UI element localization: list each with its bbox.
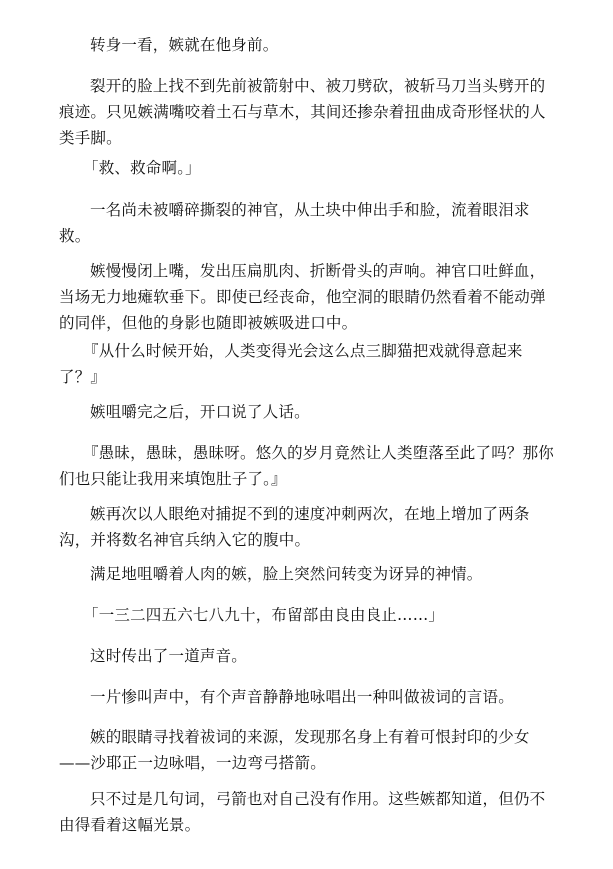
paragraph: 只不过是几句词，弓箭也对自己没有作用。这些嫉都知道，但仍不由得看着这幅光景。 (59, 790, 546, 834)
paragraph: 一名尚未被嚼碎撕裂的神官，从土块中伸出手和脸，流着眼泪求救。 (59, 201, 530, 245)
paragraph: 『愚昧，愚昧，愚昧呀。悠久的岁月竟然让人类堕落至此了吗？那你们也只能让我用来填饱肚子了。』 (59, 444, 555, 488)
paragraph: 嫉再次以人眼绝对捕捉不到的速度冲刺两次，在地上增加了两条沟，并将数名神官兵纳入它的腹中。 (59, 505, 530, 549)
paragraph: 这时传出了一道声音。 (90, 647, 248, 665)
paragraph: 嫉的眼睛寻找着祓词的来源，发现那名身上有着可恨封印的少女——沙耶正一边咏唱，一边弯弓搭箭。 (59, 728, 530, 772)
paragraph: 嫉咀嚼完之后，开口说了人话。 (90, 403, 310, 421)
paragraph: 裂开的脸上找不到先前被箭射中、被刀劈砍，被斩马刀当头劈开的痕迹。只见嫉满嘴咬着土石与草木，其间还掺杂着扭曲成奇形怪状的人类手脚。 (59, 77, 546, 147)
paragraph: 满足地咀嚼着人肉的嫉，脸上突然问转变为讶异的神情。 (90, 565, 483, 583)
paragraph: 「救、救命啊。」 (83, 159, 201, 177)
paragraph: 转身一看，嫉就在他身前。 (90, 36, 279, 54)
paragraph: 「一三二四五六七八九十，布留部由良由良止……」 (83, 606, 445, 624)
paragraph: 『从什么时候开始，人类变得光会这么点三脚猫把戏就得意起来了？』 (59, 342, 523, 386)
paragraph: 一片惨叫声中，有个声音静静地咏唱出一种叫做祓词的言语。 (90, 688, 514, 706)
paragraph: 嫉慢慢闭上嘴，发出压扁肌肉、折断骨头的声响。神官口吐鲜血，当场无力地瘫软垂下。即使已经丧命，他空洞的眼睛仍然看着不能动弹的同伴，但他的身影也随即被嫉吸进口中。 (59, 262, 546, 332)
